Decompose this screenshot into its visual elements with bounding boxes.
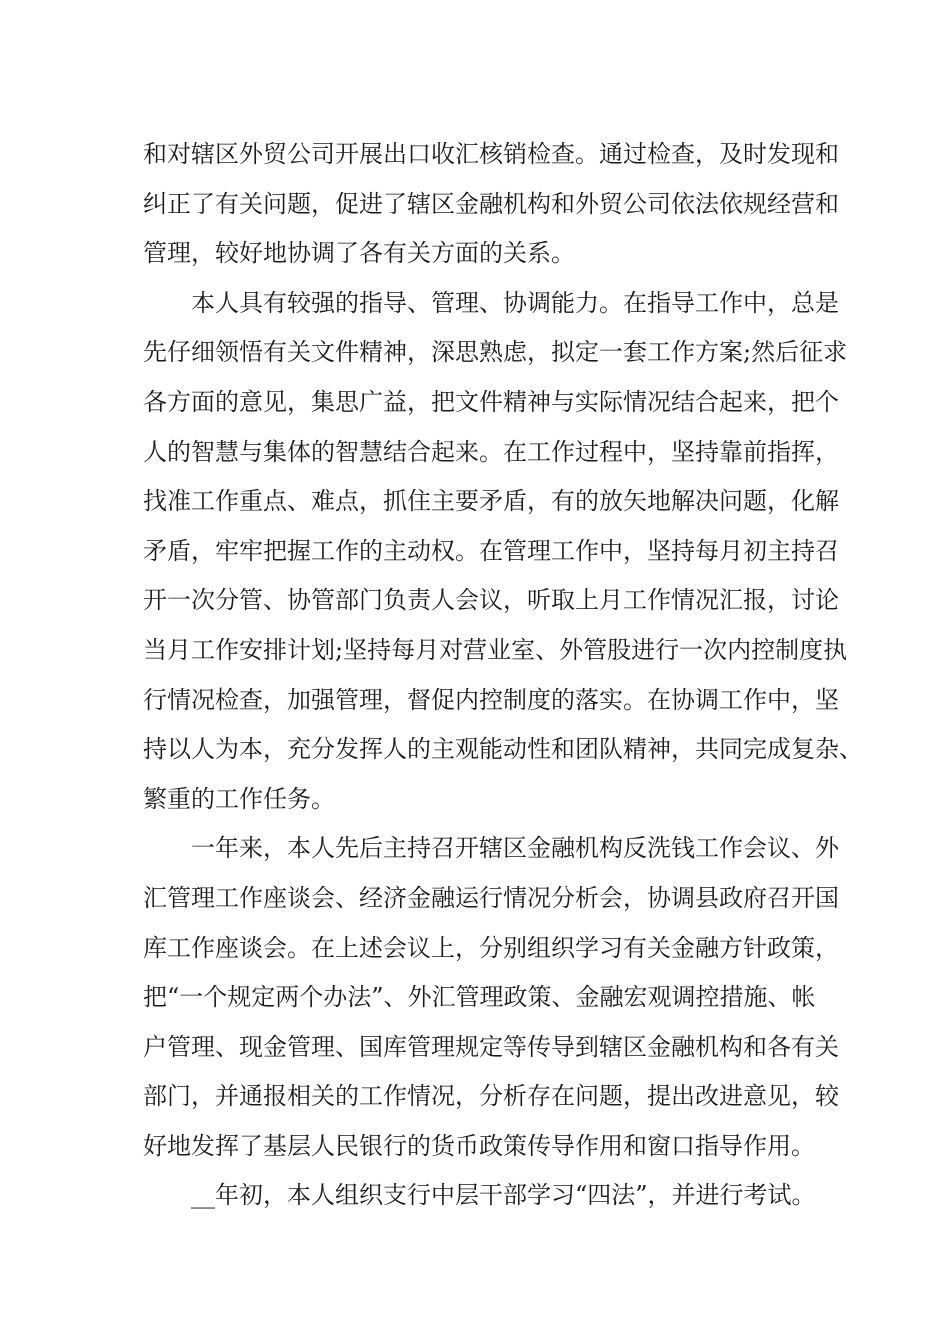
text-line: 把“一个规定两个办法”、外汇管理政策、金融宏观调控措施、帐 xyxy=(143,983,816,1012)
text-line: 库工作座谈会。在上述会议上，分别组织学习有关金融方针政策， xyxy=(143,933,839,962)
text-line: 管理，较好地协调了各有关方面的关系。 xyxy=(143,239,575,268)
text-line: 繁重的工作任务。 xyxy=(143,784,335,813)
text-line: 当月工作安排计划;坚持每月对营业室、外管股进行一次内控制度执 xyxy=(143,635,848,664)
text-line: 汇管理工作座谈会、经济金融运行情况分析会，协调县政府召开国 xyxy=(143,883,839,912)
text-line: 各方面的意见，集思广益，把文件精神与实际情况结合起来，把个 xyxy=(143,387,839,416)
document-body xyxy=(143,130,863,1221)
text-line: 纠正了有关问题，促进了辖区金融机构和外贸公司依法依规经营和 xyxy=(143,189,839,218)
text-line: 人的智慧与集体的智慧结合起来。在工作过程中，坚持靠前指挥， xyxy=(143,437,839,466)
text-line: 行情况检查，加强管理，督促内控制度的落实。在协调工作中，坚 xyxy=(143,685,839,714)
text-line: 开一次分管、协管部门负责人会议，听取上月工作情况汇报，讨论 xyxy=(143,586,839,615)
text-line: 户管理、现金管理、国库管理规定等传导到辖区金融机构和各有关 xyxy=(143,1032,839,1061)
text-line: 先仔细领悟有关文件精神，深思熟虑，拟定一套工作方案;然后征求 xyxy=(143,338,848,367)
text-line: 找准工作重点、难点，抓住主要矛盾，有的放矢地解决问题，化解 xyxy=(143,487,839,516)
text-line: 矛盾，牢牢把握工作的主动权。在管理工作中，坚持每月初主持召 xyxy=(143,536,839,565)
text-line: 本人具有较强的指导、管理、协调能力。在指导工作中，总是 xyxy=(191,288,839,317)
text-line: 部门，并通报相关的工作情况，分析存在问题，提出改进意见，较 xyxy=(143,1082,839,1111)
text-line: 和对辖区外贸公司开展出口收汇核销检查。通过检查，及时发现和 xyxy=(143,140,839,168)
text-line: __年初，本人组织支行中层干部学习“四法”，并进行考试。 xyxy=(191,1181,816,1210)
text-line: 好地发挥了基层人民银行的货币政策传导作用和窗口指导作用。 xyxy=(143,1131,815,1160)
text-line: 一年来，本人先后主持召开辖区金融机构反洗钱工作会议、外 xyxy=(191,834,839,863)
text-line: 持以人为本，充分发挥人的主观能动性和团队精神，共同完成复杂、 xyxy=(143,735,863,764)
